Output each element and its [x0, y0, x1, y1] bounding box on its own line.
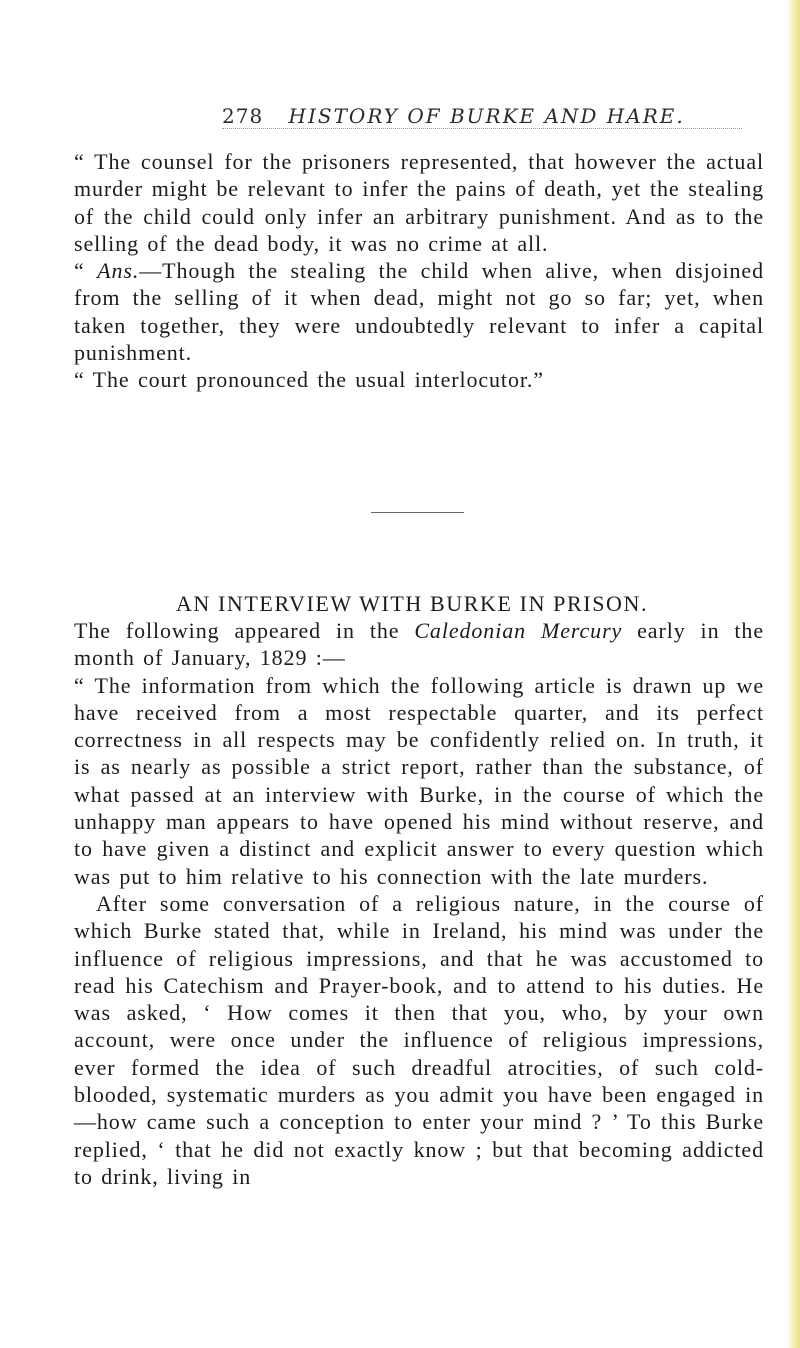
section-heading: AN INTERVIEW WITH BURKE IN PRISON.: [175, 591, 649, 616]
interview-block: [74, 617, 764, 1190]
paragraph: “ The information from which the following article is drawn up we have received from a most respectable quarter, and its perfect correctness in all respects may be confidently relied on. In truth, it is as nearly as possible a strict report, rather than the substance, of what passed at an interview with Burke, in the course of which the unhappy man appears to have opened his mind without reserve, and to have given a distinct and explicit answer to every question which was put to him relative to his connection with the late murders.: [74, 672, 764, 889]
running-head: [222, 104, 685, 128]
paragraph: “ The counsel for the prisoners represented, that however the actual murder might be relevant to infer the pains of death, yet the stealing of the child could only infer an arbitrary punishment. And as to the selling of the dead body, it was no crime at all.: [74, 149, 764, 256]
header-rule: [222, 128, 742, 129]
paragraph: After some conversation of a religious nature, in the course of which Burke stated that, while in Ireland, his mind was under the influence of religious impressions, and that he was accustomed to read his Catechism and Prayer-book, and to attend to his duties. He was asked, ‘ How comes it then that you, who, by your own account, were once under the influence of religious impressions, ever formed the idea of such dreadful atrocities, of such cold-blooded, systematic murders as you admit you have been engaged in—how came such a conception to enter your mind ? ’ To this Burke replied, ‘ that he did not exactly know ; but that becoming addicted to drink, living in: [74, 890, 764, 1189]
section-divider: [371, 512, 464, 513]
answer-text: —Though the stealing the child when alive, when disjoined from the selling of it when dead, might not go so far; yet, when taken together, they were undoubtedly relevant to infer a capital punishment.: [74, 258, 764, 366]
paragraph: The following appeared in the Caledonian Mercury early in the month of January, 1829 :—: [74, 618, 764, 671]
newspaper-title: Caledonian Mercury: [414, 618, 623, 643]
paragraph: “ Ans.—Though the stealing the child when alive, when disjoined from the selling of it when dead, might not go so far; yet, when taken together, they were undoubtedly relevant to infer a capital punishment.: [74, 258, 764, 366]
running-title: HISTORY OF BURKE AND HARE.: [288, 104, 685, 128]
page-edge: [788, 0, 800, 1348]
paragraph: “ The court pronounced the usual interlocutor.”: [74, 367, 544, 393]
answer-label: Ans.: [97, 258, 140, 284]
court-report-block: [74, 148, 764, 394]
page-number: 278: [222, 104, 264, 128]
